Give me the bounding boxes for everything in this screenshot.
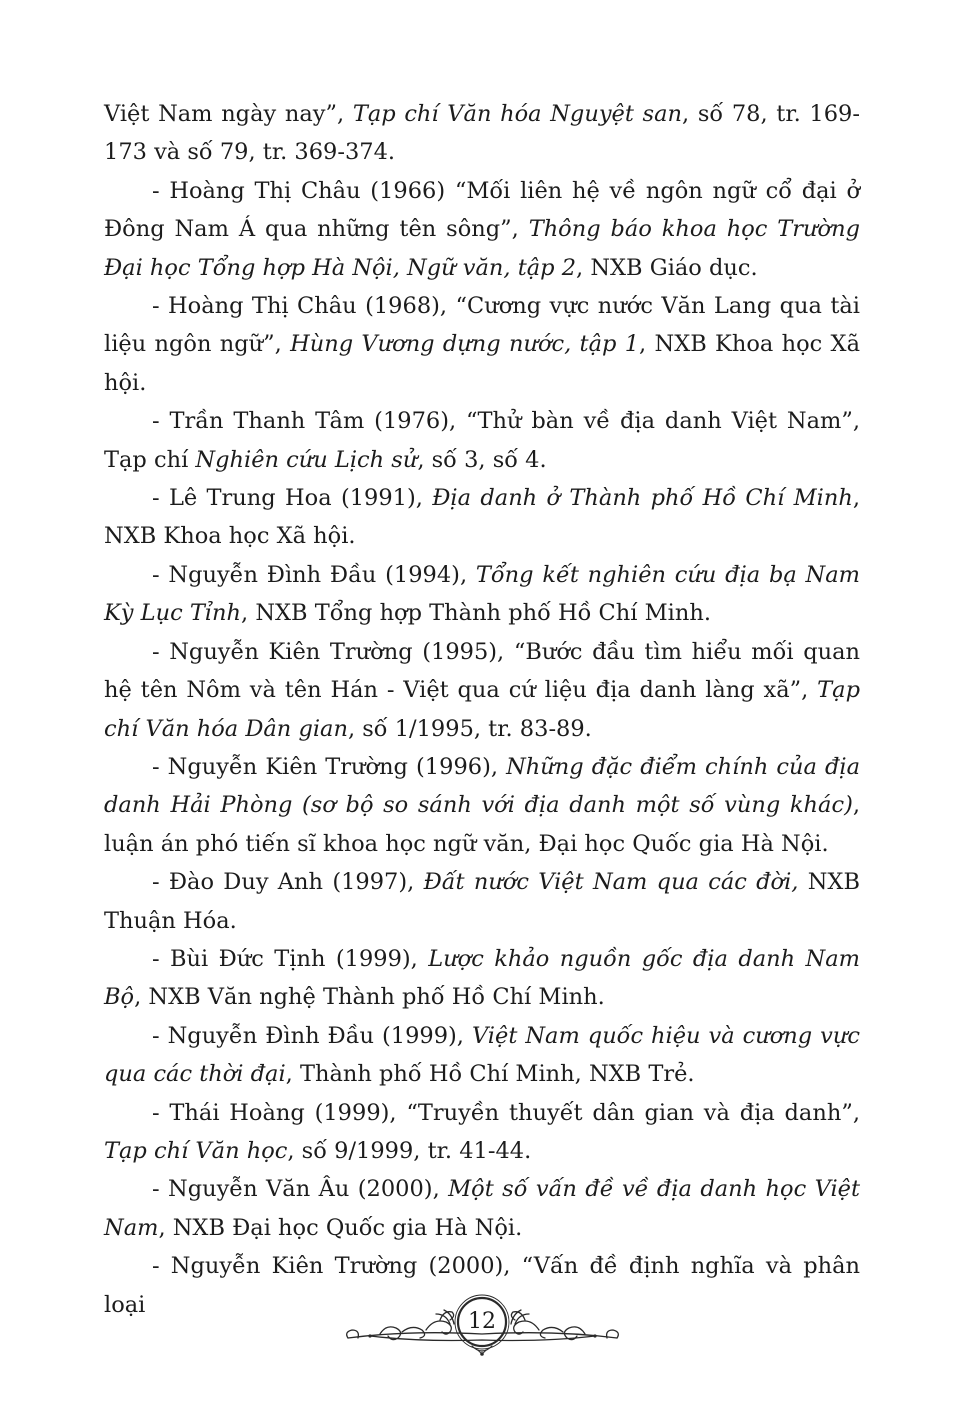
reference-text: , NXB Tổng hợp Thành phố Hồ Chí Minh.: [241, 600, 711, 627]
reference-title: Tạp chí Văn học: [104, 1137, 288, 1164]
reference-text: , NXB Giáo dục.: [576, 254, 758, 281]
reference-title: Một số vấn đề về địa danh học Việt Nam: [104, 1176, 860, 1241]
reference-text: - Nguyễn Kiên Trường (1996),: [152, 753, 507, 780]
reference-text: - Bùi Đức Tịnh (1999),: [152, 945, 429, 972]
page-number: 12: [468, 1309, 496, 1334]
reference-entry: [104, 1094, 860, 1171]
reference-title: Tổng kết nghiên cứu địa bạ Nam Kỳ Lục Tỉnh: [104, 561, 860, 627]
reference-entry: [104, 1017, 860, 1094]
reference-text: , NXB Khoa học Xã hội.: [104, 331, 860, 396]
reference-entry: [104, 748, 860, 863]
reference-text: - Lê Trung Hoa (1991),: [152, 485, 433, 512]
reference-title: Địa danh ở Thành phố Hồ Chí Minh: [432, 485, 853, 512]
reference-entry: [104, 95, 860, 172]
reference-entry: [104, 402, 860, 479]
reference-text: , số 3, số 4.: [417, 446, 547, 473]
reference-text: , số 9/1999, tr. 41-44.: [287, 1137, 532, 1164]
reference-text: - Nguyễn Kiên Trường (2000), “Vấn đề định nghĩa và phân loại: [104, 1253, 860, 1318]
reference-title: Lược khảo nguồn gốc địa danh Nam Bộ: [104, 945, 860, 1011]
reference-text: - Đào Duy Anh (1997),: [152, 869, 424, 896]
reference-entry: [104, 1170, 860, 1247]
reference-title: Hùng Vương dựng nước, tập 1: [290, 331, 640, 358]
reference-entry: [104, 172, 860, 287]
reference-text: , số 78, tr. 169-173 và số 79, tr. 369-374.: [104, 101, 860, 166]
reference-text: Việt Nam ngày nay”,: [104, 101, 353, 127]
reference-entry: [104, 863, 860, 940]
reference-title: Nghiên cứu Lịch sử: [195, 446, 418, 473]
reference-text: - Hoàng Thị Châu (1968), “Cương vực nước Văn Lang qua tài liệu ngôn ngữ”,: [104, 293, 860, 358]
reference-text: , Thành phố Hồ Chí Minh, NXB Trẻ.: [285, 1061, 695, 1088]
page-footer: [340, 1290, 625, 1360]
reference-list: [104, 95, 860, 1324]
reference-title: Thông báo khoa học Trường Đại học Tổng hợp Hà Nội, Ngữ văn, tập 2: [104, 216, 860, 281]
reference-text: , NXB Khoa học Xã hội.: [104, 485, 860, 550]
reference-text: - Nguyễn Kiên Trường (1995), “Bước đầu tìm hiểu mối quan hệ tên Nôm và tên Hán - Việt qua cứ liệu địa danh làng xã”,: [104, 638, 860, 704]
reference-entry: [104, 287, 860, 402]
reference-text: , NXB Văn nghệ Thành phố Hồ Chí Minh.: [134, 984, 605, 1011]
reference-text: , luận án phó tiến sĩ khoa học ngữ văn, Đại học Quốc gia Hà Nội.: [104, 792, 860, 857]
reference-text: , NXB Đại học Quốc gia Hà Nội.: [158, 1214, 523, 1241]
reference-entry: [104, 556, 860, 633]
reference-entry: [104, 633, 860, 748]
reference-text: - Nguyễn Đình Đầu (1999),: [152, 1022, 472, 1049]
reference-title: Việt Nam quốc hiệu và cương vực qua các thời đại: [104, 1022, 860, 1088]
reference-title: Đất nước Việt Nam qua các đời,: [423, 869, 799, 896]
reference-text: NXB Thuận Hóa.: [104, 869, 860, 934]
reference-text: - Thái Hoàng (1999), “Truyền thuyết dân gian và địa danh”,: [152, 1099, 860, 1126]
reference-text: - Nguyễn Đình Đầu (1994),: [152, 561, 476, 588]
reference-title: Tạp chí Văn hóa Nguyệt san: [352, 101, 683, 127]
reference-title: Những đặc điểm chính của địa danh Hải Phòng (sơ bộ so sánh với địa danh một số vùng khác): [104, 753, 860, 819]
reference-title: Tạp chí Văn hóa Dân gian: [104, 677, 860, 742]
reference-text: - Nguyễn Văn Âu (2000),: [152, 1176, 449, 1203]
reference-entry: [104, 940, 860, 1017]
reference-entry: [104, 479, 860, 556]
reference-text: , số 1/1995, tr. 83-89.: [347, 715, 592, 742]
reference-text: - Trần Thanh Tâm (1976), “Thử bàn về địa danh Việt Nam”, Tạp chí: [104, 408, 860, 473]
reference-text: - Hoàng Thị Châu (1966) “Mối liên hệ về ngôn ngữ cổ đại ở Đông Nam Á qua những tên sông”,: [104, 177, 860, 243]
